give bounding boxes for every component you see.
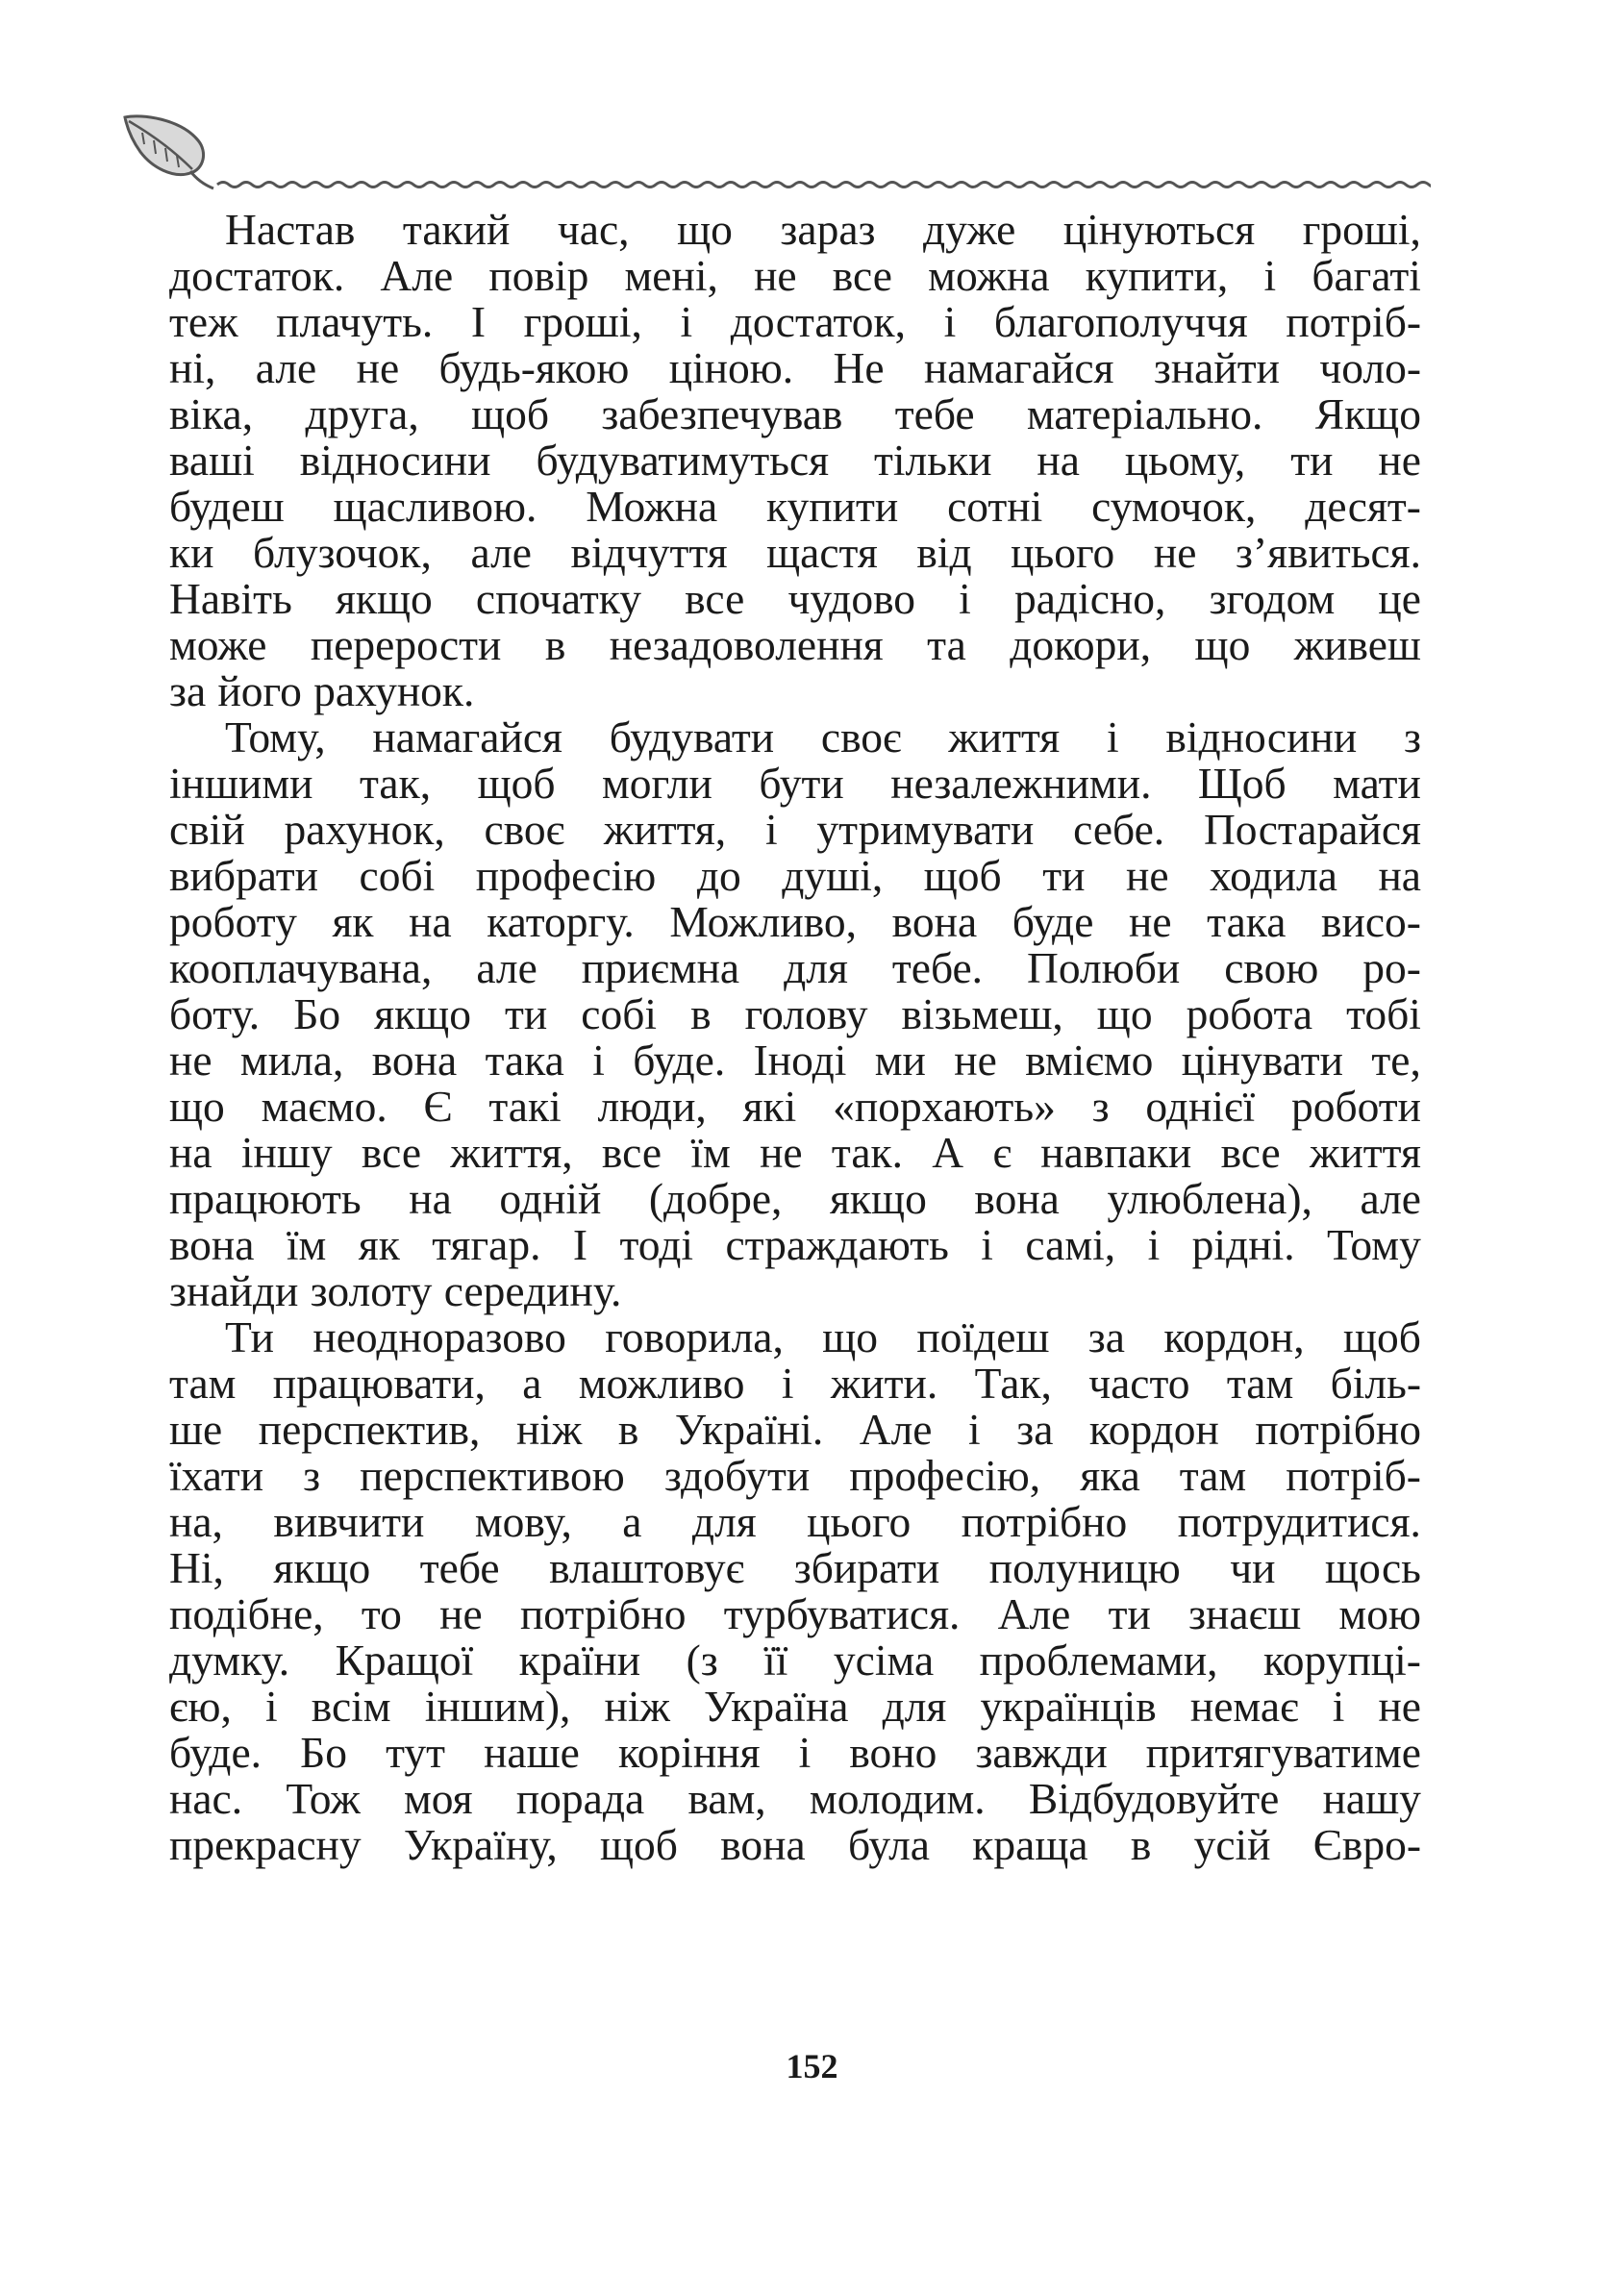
text-line: вибрати собі професію до душі, щоб ти не ходила на [169, 851, 1421, 900]
text-line: за його рахунок. [169, 666, 475, 715]
wavy-line [217, 183, 1431, 187]
text-line: будеш щасливою. Можна купити сотні сумочок, десят- [169, 482, 1421, 531]
text-line: там працювати, а можливо і жити. Так, часто там біль- [169, 1359, 1421, 1408]
text-line: прекрасну Україну, щоб вона була краща в усій Євро- [169, 1820, 1421, 1869]
text-line: думку. Кращої країни (з її усіма проблемами, корупці- [169, 1635, 1421, 1685]
text-line: Тому, намагайся будувати своє життя і відносини з [225, 712, 1421, 761]
text-line: може перерости в незадоволення та докори, що живеш [169, 620, 1421, 669]
text-line: ше перспектив, ніж в Україні. Але і за кордон потрібно [169, 1405, 1421, 1454]
text-line: ваші відносини будуватимуться тільки на цьому, ти не [169, 436, 1421, 485]
text-line: свій рахунок, своє життя, і утримувати себе. Постарайся [169, 805, 1421, 854]
text-line: теж плачуть. І гроші, і достаток, і благополуччя потріб- [169, 297, 1421, 346]
text-line: ні, але не будь-якою ціною. Не намагайся знайти чоло- [169, 343, 1421, 392]
text-line: на, вивчити мову, а для цього потрібно потрудитися. [169, 1497, 1421, 1546]
text-line: Ти неодноразово говорила, що поїдеш за кордон, щоб [225, 1312, 1421, 1361]
text-line: буде. Бо тут наше коріння і воно завжди притягуватиме [169, 1728, 1421, 1777]
text-line: роботу як на каторгу. Можливо, вона буде не така висо- [169, 897, 1421, 946]
leaf-icon [125, 116, 213, 188]
page-number: 152 [786, 2047, 838, 2085]
header-ornament [123, 112, 1431, 198]
text-body [169, 207, 1421, 1868]
text-line: Навіть якщо спочатку все чудово і радісно, згодом це [169, 574, 1421, 623]
text-line: подібне, то не потрібно турбуватися. Але ти знаєш мою [169, 1589, 1421, 1638]
text-line: ки блузочок, але відчуття щастя від цього не з’явиться. [169, 528, 1421, 577]
text-line: їхати з перспективою здобути професію, яка там потріб- [169, 1451, 1421, 1500]
text-line: знайди золоту середину. [169, 1266, 622, 1315]
text-line: що маємо. Є такі люди, які «порхають» з однієї роботи [169, 1082, 1421, 1131]
text-line: працюють на одній (добре, якщо вона улюблена), але [169, 1174, 1421, 1223]
text-line: іншими так, щоб могли бути незалежними. Щоб мати [169, 759, 1421, 808]
text-line: нас. Тож моя порада вам, молодим. Відбудовуйте нашу [169, 1774, 1421, 1823]
text-line: єю, і всім іншим), ніж Україна для українців немає і не [169, 1682, 1421, 1731]
text-line: кооплачувана, але приємна для тебе. Полюби свою ро- [169, 943, 1421, 992]
text-line: боту. Бо якщо ти собі в голову візьмеш, що робота тобі [169, 989, 1421, 1038]
text-line: Ні, якщо тебе влаштовує збирати полуницю чи щось [169, 1543, 1421, 1592]
text-line: на іншу все життя, все їм не так. А є навпаки все життя [169, 1128, 1421, 1177]
text-line: Настав такий час, що зараз дуже цінуються гроші, [225, 205, 1421, 254]
text-line: не мила, вона така і буде. Іноді ми не вміємо цінувати те, [169, 1036, 1421, 1085]
text-line: віка, друга, щоб забезпечував тебе матеріально. Якщо [169, 389, 1421, 438]
text-line: вона їм як тягар. І тоді страждають і самі, і рідні. Тому [169, 1220, 1421, 1269]
text-line: достаток. Але повір мені, не все можна купити, і багаті [169, 251, 1421, 300]
